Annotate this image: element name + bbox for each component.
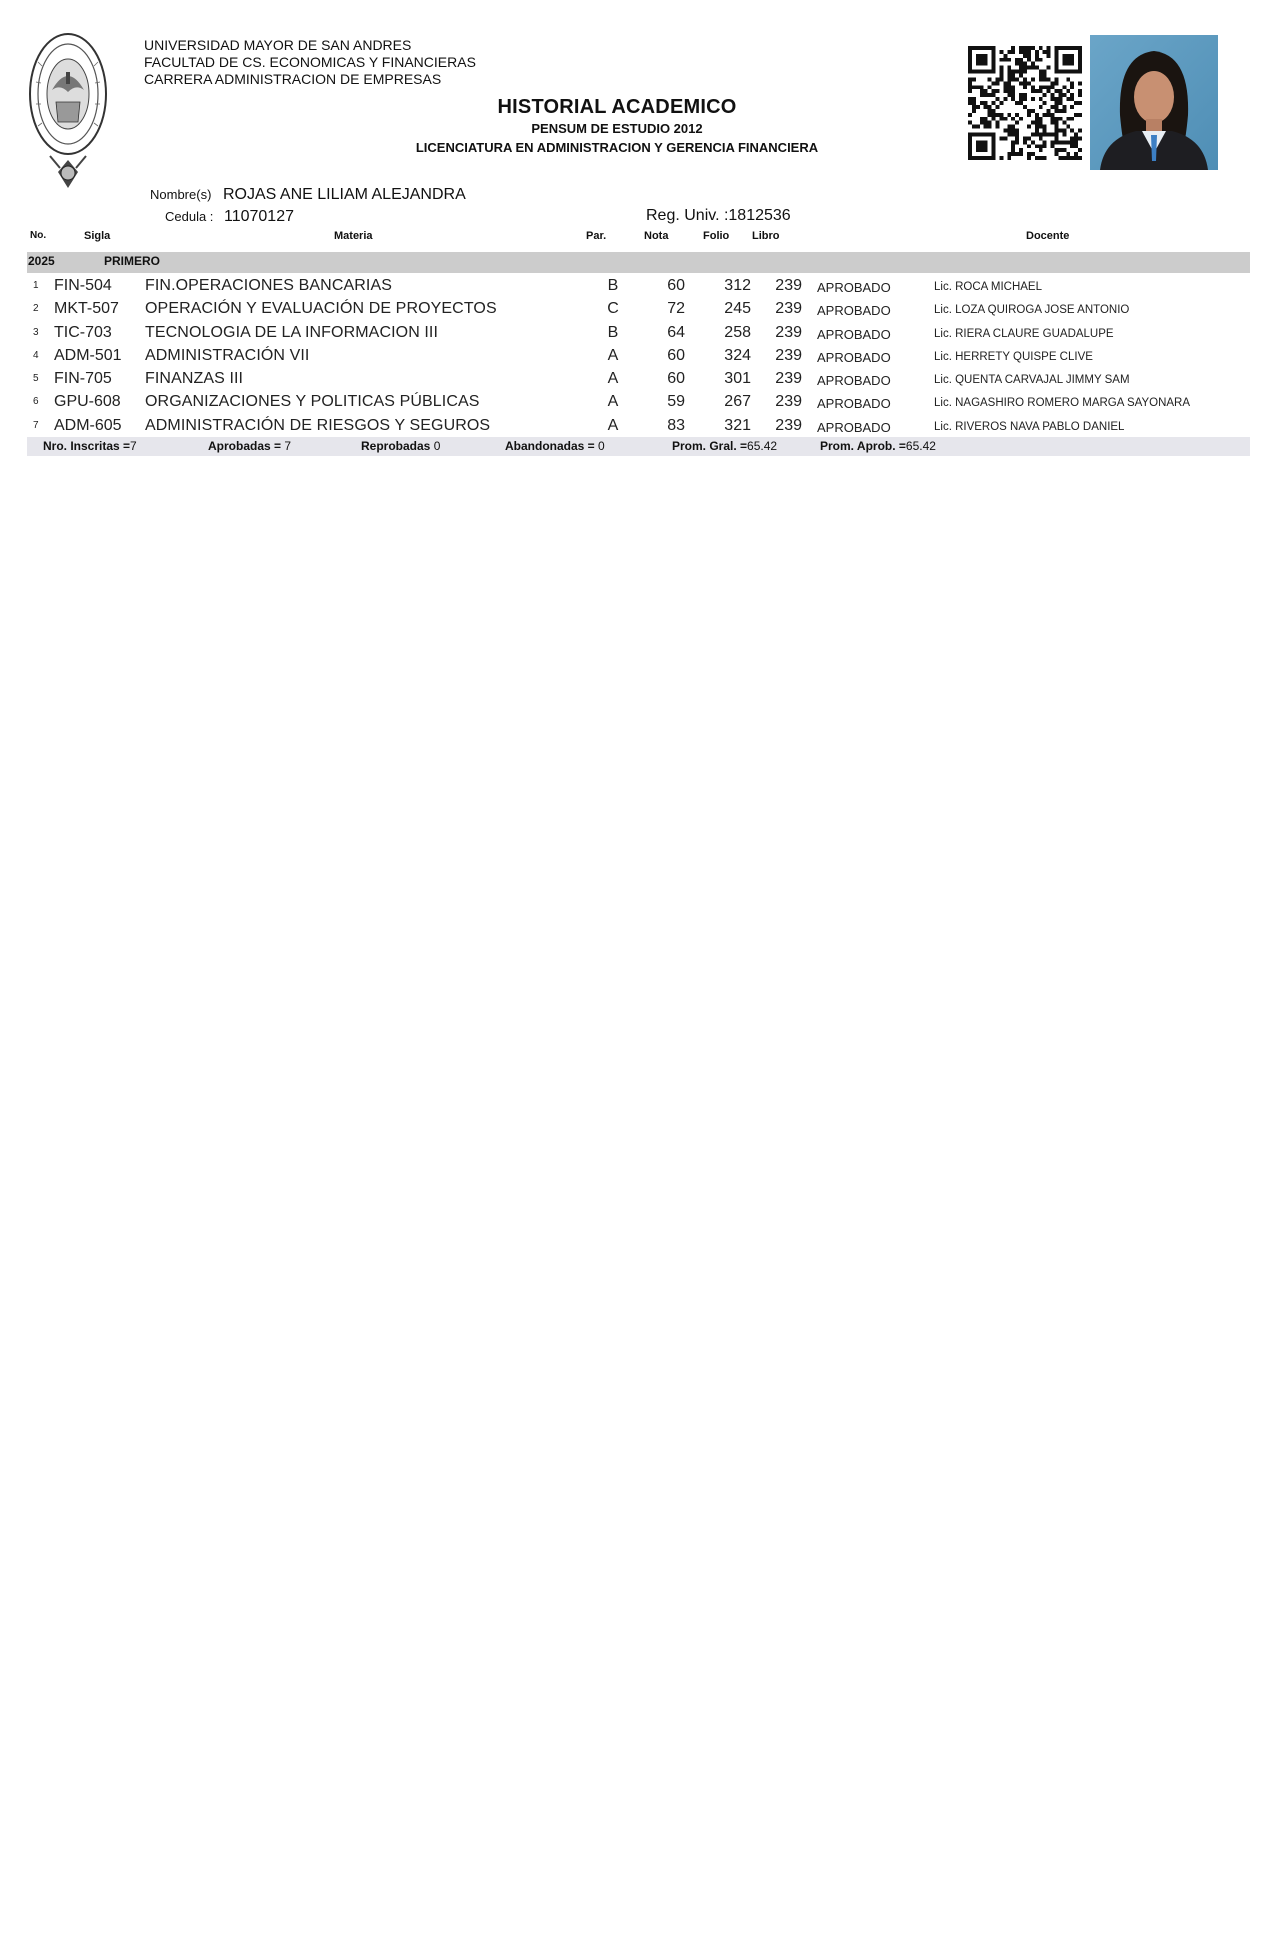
- course-book: 239: [775, 277, 802, 294]
- course-code: GPU-608: [54, 393, 121, 411]
- id-card-number: 11070127: [224, 208, 294, 225]
- table-row: [27, 275, 1250, 298]
- course-teacher: Lic. HERRETY QUISPE CLIVE: [934, 350, 1093, 363]
- summary-failed-label: Reprobadas: [361, 439, 431, 453]
- summary-enrolled-value: 7: [130, 439, 137, 453]
- period-year: 2025: [28, 254, 55, 268]
- student-photo: [1090, 35, 1218, 170]
- pensum-subtitle: PENSUM DE ESTUDIO 2012: [531, 121, 703, 136]
- course-book: 239: [775, 323, 802, 341]
- table-row: [27, 391, 1250, 414]
- course-status: APROBADO: [817, 326, 891, 342]
- course-grade: 72: [667, 300, 685, 318]
- course-teacher: Lic. QUENTA CARVAJAL JIMMY SAM: [934, 374, 1130, 387]
- summary-abandoned-label: Abandonadas =: [505, 439, 595, 453]
- period-band: [27, 252, 1250, 273]
- course-folio: 267: [724, 393, 751, 411]
- course-grade: 83: [667, 416, 685, 434]
- column-header-libro: Libro: [752, 230, 780, 242]
- column-header-folio: Folio: [703, 230, 730, 242]
- course-status: APROBADO: [817, 373, 891, 389]
- course-name: OPERACIÓN Y EVALUACIÓN DE PROYECTOS: [145, 300, 497, 318]
- table-row: [27, 415, 1250, 438]
- summary-general-average-value: 65.42: [747, 439, 778, 453]
- course-name: TECNOLOGIA DE LA INFORMACION III: [145, 323, 439, 341]
- course-book: 239: [775, 416, 802, 434]
- summary-enrolled: [43, 439, 137, 453]
- course-code: FIN-705: [54, 370, 112, 388]
- summary-enrolled-label: Nro. Inscritas =: [43, 439, 131, 453]
- column-header-sigla: Sigla: [84, 230, 111, 242]
- row-number: 1: [33, 280, 39, 291]
- course-folio: 312: [724, 277, 751, 294]
- course-name: FINANZAS III: [145, 370, 244, 388]
- course-book: 239: [775, 346, 802, 364]
- summary-general-average-label: Prom. Gral. =: [672, 439, 748, 453]
- row-number: 7: [33, 419, 39, 431]
- column-header-nota: Nota: [644, 230, 669, 242]
- course-status: APROBADO: [817, 280, 891, 295]
- name-label: Nombre(s): [150, 187, 212, 202]
- course-book: 239: [775, 300, 802, 318]
- column-header-docente: Docente: [1026, 230, 1070, 242]
- course-code: TIC-703: [54, 323, 112, 341]
- course-name: ADMINISTRACIÓN DE RIESGOS Y SEGUROS: [145, 416, 491, 434]
- summary-abandoned-value: 0: [598, 439, 605, 453]
- row-number: 3: [33, 326, 39, 338]
- course-book: 239: [775, 393, 802, 411]
- course-teacher: Lic. NAGASHIRO ROMERO MARGA SAYONARA: [934, 397, 1191, 410]
- summary-approved: [208, 439, 291, 453]
- course-table-body: [27, 275, 1250, 438]
- course-grade: 60: [667, 277, 685, 294]
- course-folio: 321: [724, 416, 751, 434]
- course-folio: 258: [724, 323, 751, 341]
- course-status: APROBADO: [817, 396, 891, 412]
- row-number: 4: [33, 349, 39, 361]
- column-header-materia: Materia: [334, 230, 373, 242]
- university-seal-logo: [26, 32, 110, 202]
- row-number: 6: [33, 396, 39, 408]
- institution-line-university: UNIVERSIDAD MAYOR DE SAN ANDRES: [144, 37, 412, 53]
- course-code: MKT-507: [54, 300, 119, 318]
- column-header-par: Par.: [586, 230, 607, 242]
- course-status: APROBADO: [817, 349, 891, 365]
- summary-approved-average-label: Prom. Aprob. =: [820, 439, 906, 453]
- course-teacher: Lic. LOZA QUIROGA JOSE ANTONIO: [934, 304, 1130, 317]
- course-grade: 59: [667, 393, 685, 411]
- summary-abandoned: [505, 439, 605, 453]
- course-status: APROBADO: [817, 303, 891, 319]
- course-teacher: Lic. RIERA CLAURE GUADALUPE: [934, 327, 1114, 340]
- course-folio: 245: [724, 300, 751, 318]
- summary-approved-average-value: 65.42: [905, 439, 936, 453]
- summary-approved-value: 7: [284, 439, 292, 453]
- course-folio: 324: [724, 346, 751, 364]
- summary-approved-average: [820, 439, 936, 453]
- course-parallel: A: [607, 346, 619, 364]
- course-code: ADM-501: [54, 346, 122, 364]
- institution-line-faculty: FACULTAD DE CS. ECONOMICAS Y FINANCIERAS: [144, 54, 476, 70]
- course-code: ADM-605: [54, 416, 122, 434]
- degree-subtitle: LICENCIATURA EN ADMINISTRACION Y GERENCIA FINANCIERA: [415, 140, 819, 155]
- course-name: FIN.OPERACIONES BANCARIAS: [145, 277, 392, 294]
- document-title: HISTORIAL ACADEMICO: [497, 96, 737, 118]
- course-parallel: A: [607, 393, 619, 411]
- table-row: [27, 368, 1250, 391]
- course-code: FIN-504: [54, 277, 112, 294]
- course-name: ORGANIZACIONES Y POLITICAS PÚBLICAS: [145, 393, 480, 411]
- student-name: ROJAS ANE LILIAM ALEJANDRA: [223, 186, 466, 203]
- column-header-no: No.: [30, 230, 47, 241]
- course-grade: 60: [667, 370, 685, 388]
- course-status: APROBADO: [817, 419, 891, 435]
- course-parallel: B: [607, 277, 619, 294]
- course-parallel: B: [607, 323, 619, 341]
- course-parallel: A: [607, 416, 619, 434]
- summary-failed: [361, 439, 440, 453]
- summary-approved-label: Aprobadas =: [208, 439, 282, 453]
- course-teacher: Lic. RIVEROS NAVA PABLO DANIEL: [934, 420, 1125, 433]
- summary-failed-value: 0: [433, 439, 441, 453]
- row-number: 2: [33, 303, 39, 315]
- course-grade: 64: [667, 323, 685, 341]
- course-name: ADMINISTRACIÓN VII: [145, 346, 310, 364]
- summary-general-average: [672, 439, 777, 453]
- course-teacher: Lic. ROCA MICHAEL: [934, 281, 1042, 293]
- course-folio: 301: [724, 370, 751, 388]
- table-row: [27, 322, 1250, 345]
- qr-code: [968, 44, 1082, 162]
- course-parallel: A: [607, 370, 619, 388]
- period-semester: PRIMERO: [104, 254, 161, 268]
- institution-line-career: CARRERA ADMINISTRACION DE EMPRESAS: [144, 71, 442, 87]
- course-grade: 60: [667, 346, 685, 364]
- course-parallel: C: [607, 300, 619, 318]
- table-row: [27, 298, 1250, 321]
- course-book: 239: [775, 370, 802, 388]
- row-number: 5: [33, 373, 39, 385]
- table-row: [27, 345, 1250, 368]
- id-card-label: Cedula :: [165, 209, 214, 224]
- university-registration: Reg. Univ. :1812536: [646, 207, 791, 224]
